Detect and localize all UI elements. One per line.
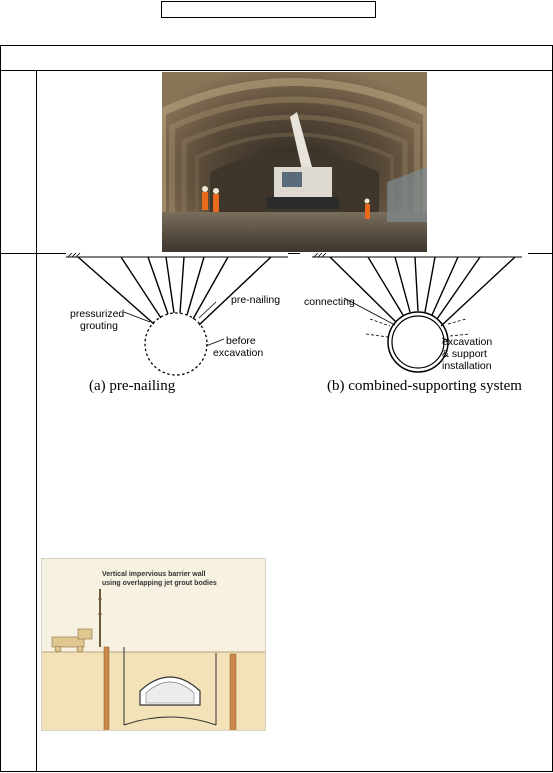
pre-nailing-diagram xyxy=(66,252,288,398)
barrier-title-line2: using overlapping jet grout bodies xyxy=(102,580,217,587)
pre-nailing-caption: (a) pre-nailing xyxy=(89,378,176,394)
table-header-row xyxy=(1,46,552,71)
before-label: before xyxy=(226,335,256,347)
pre-nailing-label: pre-nailing xyxy=(231,294,281,306)
pressurized-label: pressurized xyxy=(70,308,125,320)
table-left-column-divider xyxy=(36,71,37,771)
excavation-label: excavation xyxy=(442,336,493,348)
connecting-label: connecting xyxy=(304,296,355,308)
combined-supporting-diagram xyxy=(300,252,528,398)
installation-label: installation xyxy=(442,360,492,372)
support-label: & support xyxy=(442,348,487,360)
combined-supporting-caption: (b) combined-supporting system xyxy=(327,378,522,394)
grouting-label: grouting xyxy=(80,320,118,332)
barrier-title-line1: Vertical impervious barrier wall xyxy=(102,571,206,578)
tunnel-excavation-photo xyxy=(162,72,427,252)
title-box xyxy=(161,1,376,18)
barrier-wall-figure xyxy=(41,558,266,731)
excavation-label: excavation xyxy=(213,347,264,359)
